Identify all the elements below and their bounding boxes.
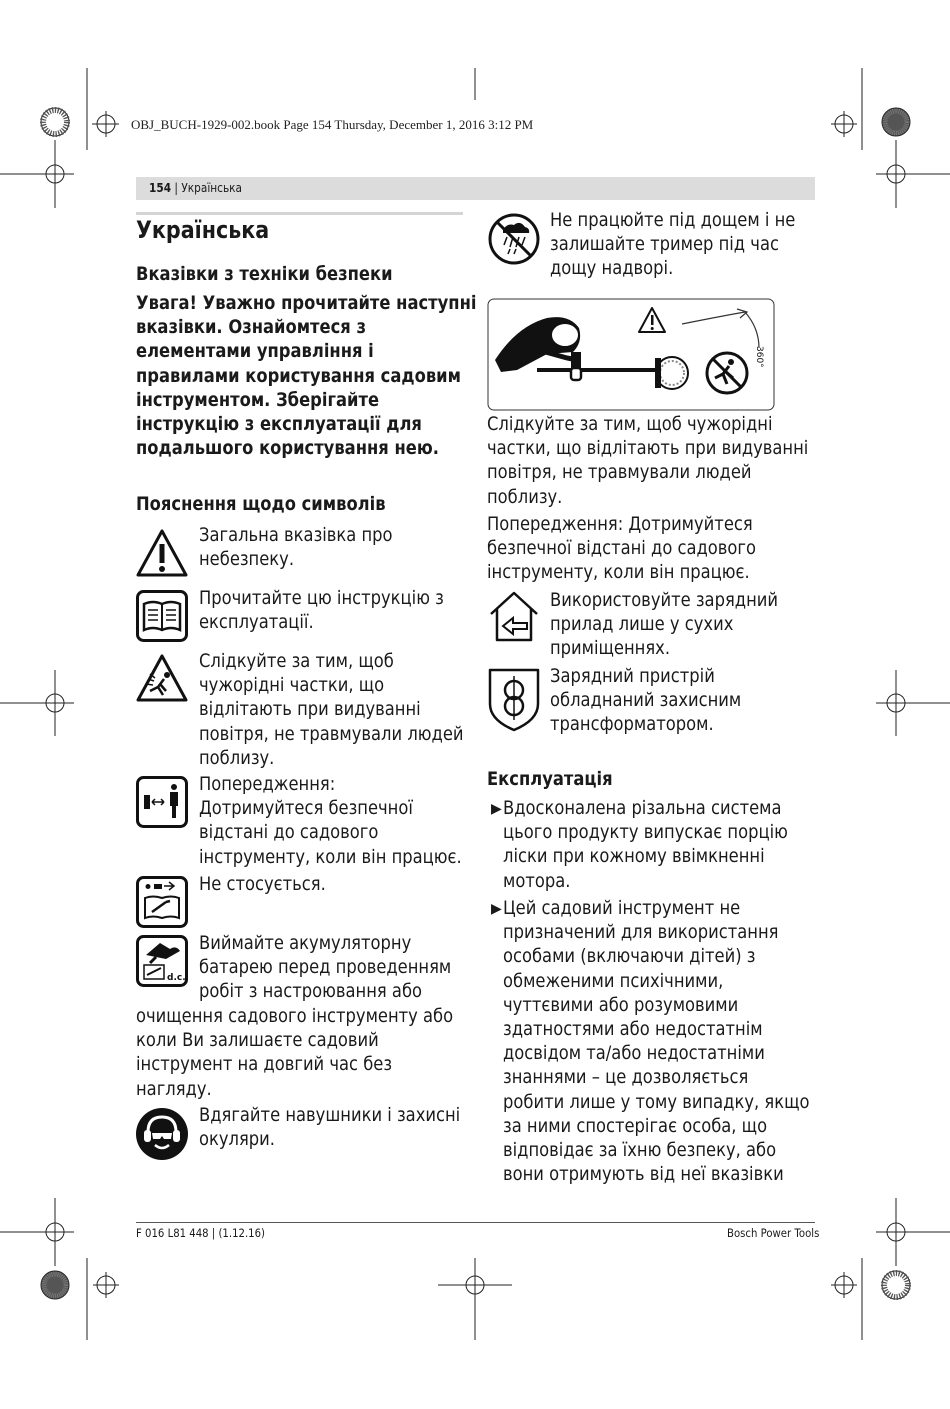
indoor-text [550, 588, 815, 661]
warning-line: інструкцію з експлуатації для [136, 413, 422, 436]
warning-line: інструментом. Зберігайте [136, 388, 380, 411]
symbol-line: повітря, не травмували людей [199, 722, 464, 745]
bullet-icon: ▶ [491, 901, 502, 917]
page-title: Українська [136, 216, 270, 244]
indoor-line: Використовуйте зарядний [550, 589, 778, 611]
symbol-line: Слідкуйте за тим, щоб [199, 650, 394, 672]
rain-line: Не працюйте під дощем і не [550, 209, 796, 231]
bullet-text-1 [503, 796, 834, 893]
bullet-icon: ▶ [491, 801, 502, 817]
debris-line: Слідкуйте за тим, щоб чужорідні [487, 413, 773, 435]
distance-line: безпечної відстані до садового [487, 537, 757, 560]
symbol-line: окуляри. [199, 1128, 276, 1151]
symbol-text-read-manual [199, 586, 484, 634]
distance-line: інструменту, коли він працює. [487, 561, 750, 584]
indoor-line: приміщеннях. [550, 637, 671, 660]
starburst-top-left [41, 108, 69, 136]
bullet-line: відповідає за їхню безпеку, або [503, 1139, 777, 1162]
symbol-line: поблизу. [199, 746, 275, 769]
bullet-line: мотора. [503, 869, 571, 892]
symbol-line: Виймайте акумуляторну [199, 932, 412, 954]
read-manual-icon [136, 590, 188, 642]
symbol-text-flying-debris [199, 649, 507, 770]
operation-heading: Експлуатація [487, 768, 613, 790]
rain-text [550, 208, 835, 281]
symbol-line: Прочитайте цю інструкцію з [199, 587, 444, 609]
symbol-line: експлуатації. [199, 611, 314, 634]
symbol-line: Попередження: [199, 773, 336, 795]
warning-line: подальшого користування нею. [136, 437, 439, 460]
diagram-360-label: 360° [754, 346, 764, 368]
symbol-line: нагляду. [136, 1077, 212, 1100]
distance-line: Попередження: Дотримуйтеся [487, 513, 753, 535]
indoor-line: прилад лише у сухих [550, 613, 734, 636]
distance-text [487, 512, 800, 585]
bullet-line: обмеженими психічними, [503, 969, 724, 992]
bullet-line: особами (включаючи дітей) з [503, 945, 756, 968]
warning-line: Увага! Уважно прочитайте наступні [136, 292, 477, 314]
warning-line: елементами управління і [136, 340, 374, 363]
bullet-line: досвідом та/або недостатніми [503, 1042, 765, 1065]
symbol-line: батарею перед проведенням [199, 956, 452, 979]
bullet-line: за ними спостерігає особа, що [503, 1114, 768, 1137]
symbol-line: Дотримуйтеся безпечної [199, 797, 413, 820]
bullet-line: знаннями – це дозволяється [503, 1066, 749, 1089]
symbol-line: інструмент на довгий час без [136, 1053, 393, 1076]
bullet-text-2 [503, 896, 859, 1186]
symbol-text-remove-battery-cont [136, 1004, 505, 1101]
symbol-line: відстані до садового [199, 821, 379, 844]
symbol-line: небезпеку. [199, 548, 295, 571]
rain-line: залишайте тример під час [550, 233, 779, 256]
bullet-line: здатностями або недостатнім [503, 1018, 763, 1041]
bullet-line: ліски при кожному ввімкненні [503, 845, 765, 868]
symbol-line: Не стосується. [199, 873, 326, 895]
bullet-line: робити лише у тому випадку, якщо [503, 1090, 810, 1113]
bullet-line: чуттєвими або розумовими [503, 993, 739, 1016]
symbol-line: коли Ви залишаєте садовий [136, 1029, 379, 1052]
symbol-line: чужорідні частки, що [199, 674, 385, 697]
remove-battery-icon [136, 935, 188, 987]
symbol-line: Вдягайте навушники і захисні [199, 1104, 461, 1126]
crosshair-top-left [42, 161, 68, 187]
debris-line: повітря, не травмували людей [487, 461, 752, 484]
rain-line: дощу надворі. [550, 257, 674, 280]
print-slug: OBJ_BUCH-1929-002.book Page 154 Thursday, December 1, 2016 3:12 PM [131, 117, 534, 132]
safety-heading: Вказівки з техніки безпеки [136, 263, 393, 285]
transformer-line: обладнаний захисним [550, 689, 742, 712]
warning-line: вказівки. Ознайомтеся з [136, 316, 366, 339]
symbol-text-safe-distance [199, 772, 504, 869]
footer-brand: Bosch Power Tools [727, 1226, 820, 1240]
bullet-line: Цей садовий інструмент не [503, 897, 741, 919]
symbol-text-general-hazard [199, 523, 424, 571]
warning-triangle-icon [136, 528, 188, 578]
bullet-line: призначений для використання [503, 921, 779, 944]
transformer-line: трансформатором. [550, 713, 714, 736]
left-column-rule [136, 212, 463, 215]
warning-line: правилами користування садовим [136, 364, 461, 387]
warning-paragraph [136, 291, 532, 460]
debris-line: поблизу. [487, 485, 563, 508]
no-rain-icon [487, 212, 541, 266]
trimmer-safety-diagram [487, 298, 775, 411]
not-applicable-icon [136, 876, 188, 928]
debris-line: частки, що відлітають при видуванні [487, 437, 809, 460]
debris-text [487, 412, 861, 509]
indoor-use-icon [487, 590, 541, 644]
page-header [149, 181, 242, 195]
symbol-text-not-applicable [199, 872, 346, 896]
bullet-line: Вдосконалена різальна система [503, 797, 782, 819]
bullet-line: цього продукту випускає порцію [503, 821, 788, 844]
symbol-text-remove-battery [199, 931, 492, 1004]
page-number: 154 [149, 181, 172, 195]
header-separator: | [171, 181, 182, 195]
ear-eye-protection-icon [135, 1107, 189, 1161]
safe-distance-icon [136, 776, 188, 828]
footer-doc-number: F 016 L81 448 | (1.12.16) [136, 1226, 265, 1240]
safety-transformer-icon [487, 666, 541, 732]
transformer-text [550, 664, 772, 737]
svg-text:d.c.: d.c. [167, 973, 186, 983]
symbol-line: Загальна вказівка про [199, 524, 393, 546]
flying-debris-icon [136, 653, 188, 703]
footer-rule [136, 1222, 815, 1223]
header-section: Українська [181, 181, 243, 195]
bullet-line: вони отримують від неї вказівки [503, 1163, 784, 1186]
symbol-line: робіт з настроювання або [199, 980, 423, 1003]
symbol-line: інструменту, коли він працює. [199, 845, 462, 868]
symbol-text-protection [199, 1103, 503, 1151]
symbol-line: відлітають при видуванні [199, 698, 421, 721]
symbol-line: очищення садового інструменту або [136, 1005, 454, 1027]
transformer-line: Зарядний пристрій [550, 665, 715, 687]
symbols-heading: Пояснення щодо символів [136, 493, 386, 515]
